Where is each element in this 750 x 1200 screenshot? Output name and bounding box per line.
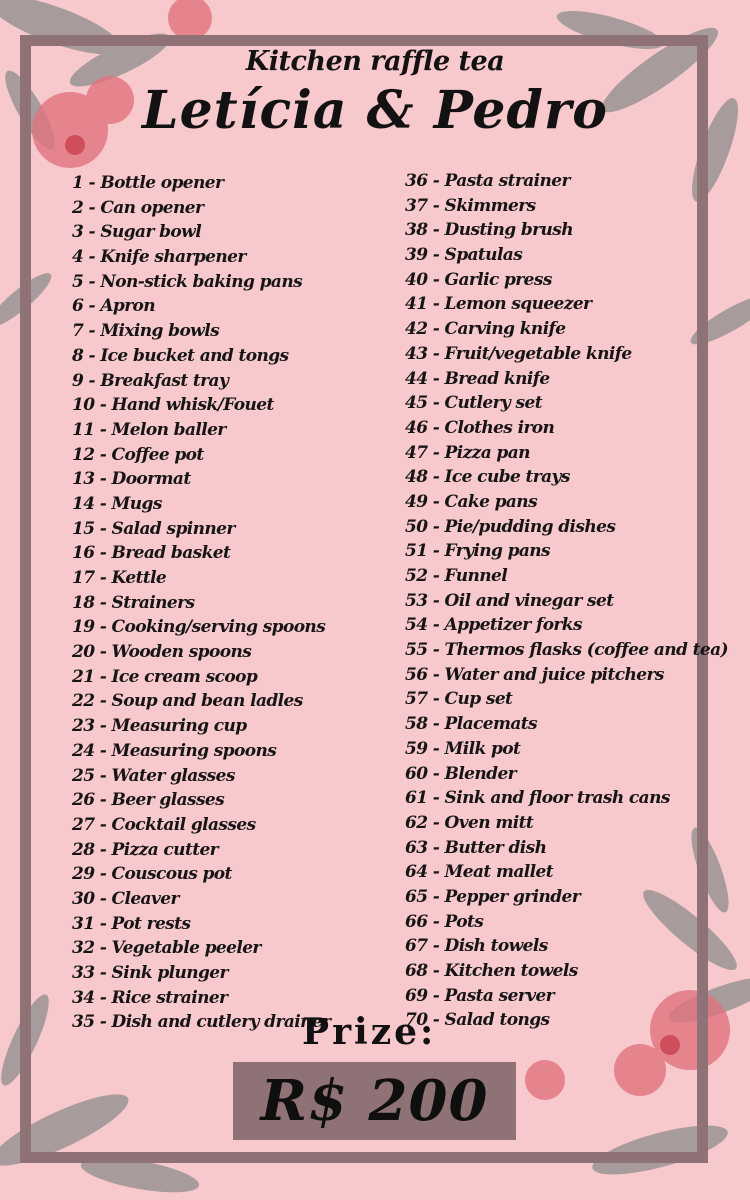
gift-list-item: 48 - Ice cube trays <box>405 467 570 488</box>
gift-list-item: 10 - Hand whisk/Fouet <box>72 395 274 416</box>
gift-list-item: 28 - Pizza cutter <box>72 839 219 860</box>
gift-list-item: 63 - Butter dish <box>405 837 547 858</box>
gift-list-item: 56 - Water and juice pitchers <box>405 664 664 685</box>
gift-list-item: 58 - Placemats <box>405 714 537 735</box>
prize-amount: R$ 200 <box>260 1068 489 1134</box>
gift-list-item: 47 - Pizza pan <box>405 442 530 463</box>
gift-list-item: 8 - Ice bucket and tongs <box>72 345 289 366</box>
gift-list-item: 50 - Pie/pudding dishes <box>405 516 616 537</box>
gift-list-item: 30 - Cleaver <box>72 888 179 909</box>
gift-list-item: 3 - Sugar bowl <box>72 222 202 243</box>
gift-list-item: 26 - Beer glasses <box>72 790 225 811</box>
gift-list-item: 33 - Sink plunger <box>72 963 228 983</box>
gift-list-item: 32 - Vegetable peeler <box>72 938 261 959</box>
gift-list-item: 64 - Meat mallet <box>405 862 553 883</box>
gift-list-item: 2 - Can opener <box>72 197 204 218</box>
gift-list-item: 51 - Frying pans <box>405 541 551 562</box>
gift-list-item: 24 - Measuring spoons <box>72 740 277 761</box>
gift-list-item: 23 - Measuring cup <box>72 716 247 737</box>
gift-list-item: 19 - Cooking/serving spoons <box>72 617 326 638</box>
gift-list-item: 29 - Couscous pot <box>72 864 232 885</box>
couple-names-title: Letícia & Pedro <box>142 80 608 141</box>
gift-list-item: 42 - Carving knife <box>405 319 566 340</box>
gift-list-item: 14 - Mugs <box>72 493 162 514</box>
gift-list-left <box>72 171 330 1035</box>
gift-list-item: 55 - Thermos flasks (coffee and tea) <box>405 640 728 661</box>
gift-list-item: 40 - Garlic press <box>405 269 552 290</box>
prize-box <box>233 1062 516 1140</box>
gift-list-item: 20 - Wooden spoons <box>72 642 252 663</box>
gift-list-item: 18 - Strainers <box>72 592 195 613</box>
gift-list-item: 25 - Water glasses <box>72 765 235 786</box>
gift-list-item: 36 - Pasta strainer <box>405 171 570 191</box>
gift-list-item: 44 - Bread knife <box>405 368 550 389</box>
gift-list-item: 31 - Pot rests <box>72 913 191 934</box>
gift-list-item: 66 - Pots <box>405 911 484 932</box>
gift-list-item: 21 - Ice cream scoop <box>72 666 258 687</box>
gift-list-item: 43 - Fruit/vegetable knife <box>405 343 632 364</box>
gift-list-item: 7 - Mixing bowls <box>72 321 220 342</box>
gift-list-item: 67 - Dish towels <box>405 936 548 957</box>
gift-list-item: 68 - Kitchen towels <box>405 961 578 981</box>
gift-list-item: 11 - Melon baller <box>72 419 226 440</box>
gift-list-item: 15 - Salad spinner <box>72 518 235 539</box>
gift-list-item: 69 - Pasta server <box>405 985 555 1006</box>
gift-list-item: 46 - Clothes iron <box>405 417 555 438</box>
gift-list-item: 62 - Oven mitt <box>405 812 534 833</box>
gift-list-item: 38 - Dusting brush <box>405 220 574 241</box>
gift-list-item: 6 - Apron <box>72 296 156 317</box>
gift-list-item: 5 - Non-stick baking pans <box>72 271 303 292</box>
gift-list-item: 9 - Breakfast tray <box>72 370 229 391</box>
gift-list-item: 12 - Coffee pot <box>72 444 204 465</box>
gift-list-item: 16 - Bread basket <box>72 543 231 564</box>
gift-list-item: 35 - Dish and cutlery drainer <box>72 1012 331 1033</box>
gift-list-item: 22 - Soup and bean ladles <box>72 691 303 712</box>
gift-list-item: 61 - Sink and floor trash cans <box>405 788 670 809</box>
gift-list-right <box>405 169 728 1033</box>
gift-list-item: 59 - Milk pot <box>405 738 521 759</box>
gift-list-item: 4 - Knife sharpener <box>72 247 246 268</box>
gift-list-item: 65 - Pepper grinder <box>405 886 581 907</box>
gift-list-item: 53 - Oil and vinegar set <box>405 590 614 611</box>
gift-list-item: 70 - Salad tongs <box>405 1010 550 1031</box>
gift-list-item: 45 - Cutlery set <box>405 393 542 414</box>
gift-list-item: 52 - Funnel <box>405 566 508 586</box>
gift-list-item: 54 - Appetizer forks <box>405 615 582 636</box>
gift-list-item: 27 - Cocktail glasses <box>72 814 256 835</box>
gift-list-item: 34 - Rice strainer <box>72 987 228 1008</box>
gift-list-item: 17 - Kettle <box>72 568 167 588</box>
gift-list-item: 37 - Skimmers <box>405 195 536 216</box>
gift-list-item: 57 - Cup set <box>405 689 513 710</box>
gift-list-item: 49 - Cake pans <box>405 491 538 512</box>
gift-list-item: 60 - Blender <box>405 763 517 784</box>
gift-list-item: 1 - Bottle opener <box>72 173 224 193</box>
event-subtitle: Kitchen raffle tea <box>245 46 505 77</box>
gift-list-item: 41 - Lemon squeezer <box>405 294 592 315</box>
gift-list-item: 39 - Spatulas <box>405 245 523 266</box>
prize-label: Prize: <box>302 1011 437 1053</box>
gift-list-item: 13 - Doormat <box>72 469 191 490</box>
